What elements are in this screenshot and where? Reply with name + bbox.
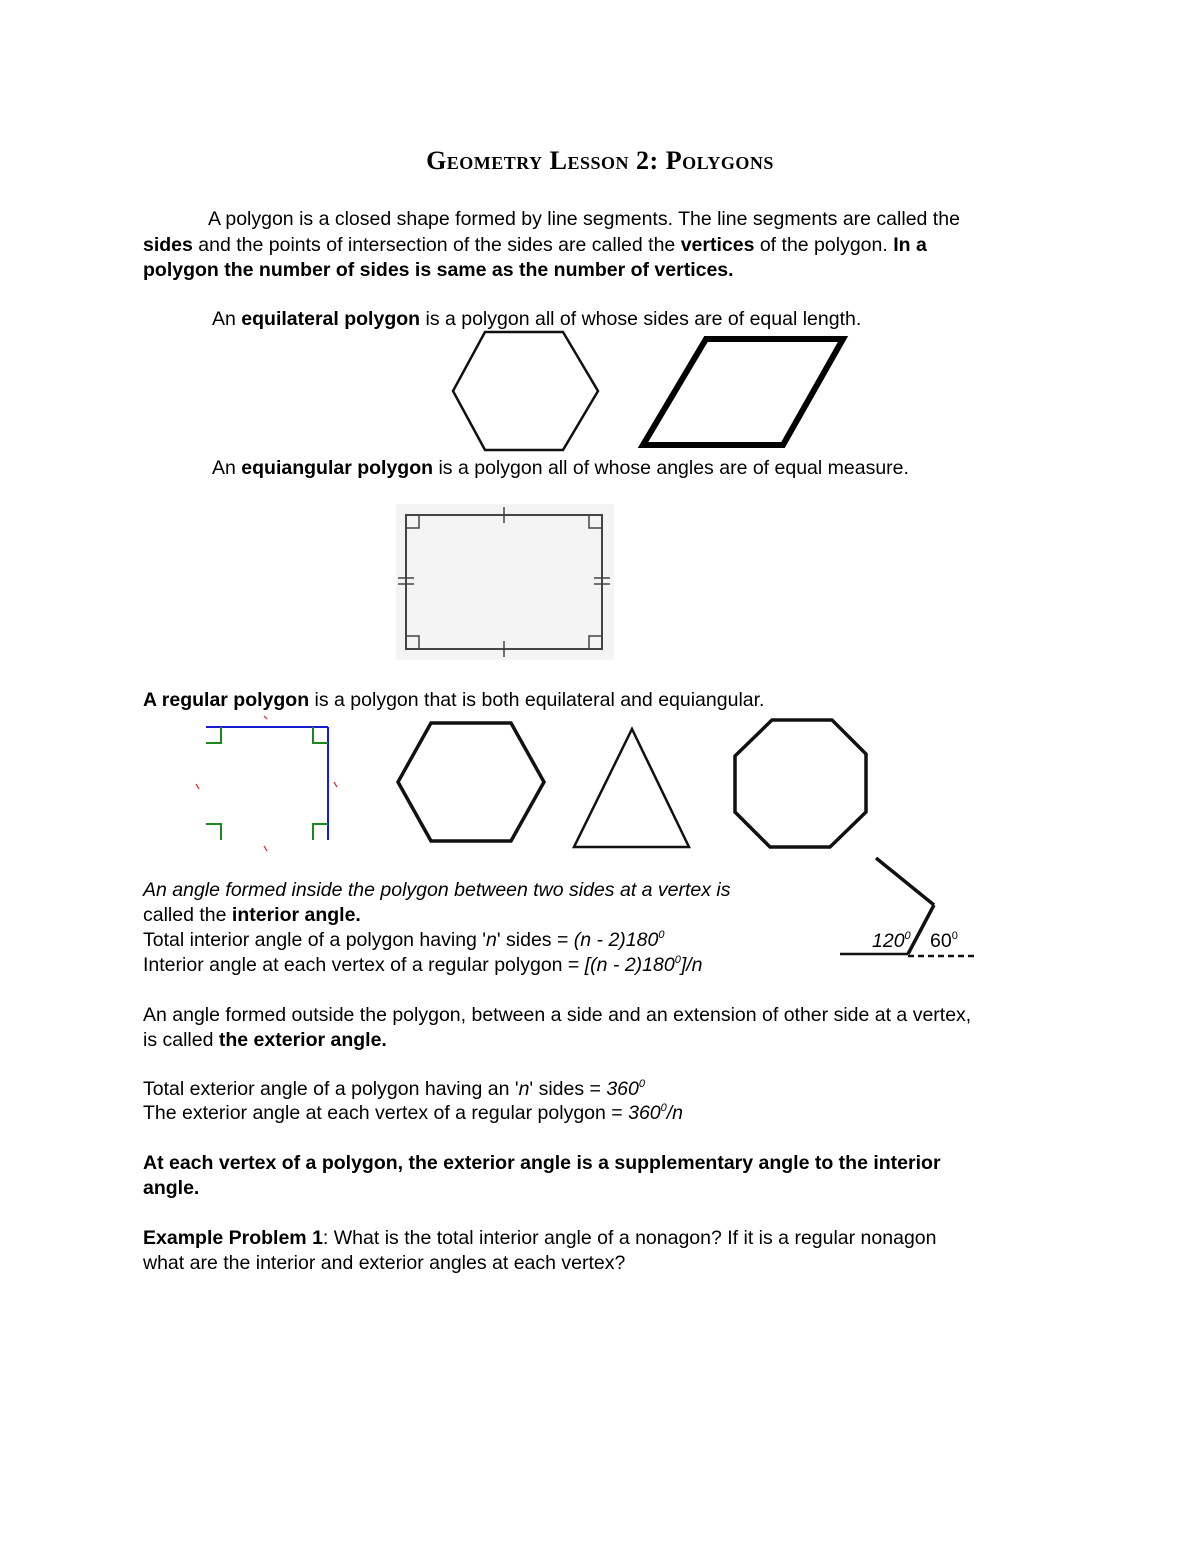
equiangular-definition: An equiangular polygon is a polygon all of whose angles are of equal measure. bbox=[212, 457, 909, 479]
exterior-angle-label: $60^0$ bbox=[930, 930, 958, 952]
supplementary-line-2: angle. bbox=[143, 1177, 200, 1199]
interior-line-3: Total interior angle of a polygon having 'n' sides = $(n - 2)180^0$ bbox=[143, 929, 665, 951]
interior-line-4: Interior angle at each vertex of a regular polygon = $[(n - 2)180^0]/n$ bbox=[143, 954, 703, 976]
interior-angle-label: $120^0$ bbox=[872, 930, 911, 952]
equilateral-hexagon-figure bbox=[450, 330, 602, 454]
regular-hexagon bbox=[398, 723, 544, 841]
angle-upper-side bbox=[876, 858, 934, 905]
example-problem-line-2: what are the interior and exterior angles at each vertex? bbox=[143, 1252, 626, 1274]
equilateral-definition: An equilateral polygon is a polygon all of whose sides are of equal length. bbox=[212, 308, 862, 330]
regular-hexagon-figure bbox=[394, 719, 548, 845]
regular-octagon bbox=[735, 720, 866, 847]
page-title: Geometry Lesson 2: Polygons bbox=[426, 146, 774, 175]
intro-line-2: sides and the points of intersection of the sides are called the vertices of the polygon. In a bbox=[143, 234, 927, 256]
regular-definition: A regular polygon is a polygon that is both equilateral and equiangular. bbox=[143, 689, 765, 711]
regular-triangle bbox=[574, 729, 689, 847]
regular-triangle-figure bbox=[570, 724, 694, 852]
regular-octagon-figure bbox=[730, 716, 872, 852]
equiangular-rectangle-figure bbox=[396, 504, 614, 660]
equilateral-rhombus bbox=[643, 339, 843, 445]
square-side-labels bbox=[196, 716, 337, 851]
square-corner-marks bbox=[206, 727, 328, 840]
rhombus-figure bbox=[636, 334, 848, 450]
exterior-line-2: is called the exterior angle. bbox=[143, 1029, 387, 1051]
intro-line-3: polygon the number of sides is same as the number of vertices. bbox=[143, 259, 734, 281]
interior-line-1: An angle formed inside the polygon between two sides at a vertex is bbox=[143, 879, 731, 901]
supplementary-line-1: At each vertex of a polygon, the exterior angle is a supplementary angle to the interior bbox=[143, 1152, 941, 1174]
interior-line-2: called the interior angle. bbox=[143, 904, 361, 926]
equilateral-hexagon bbox=[453, 332, 598, 450]
intro-line-1: A polygon is a closed shape formed by line segments. The line segments are called the bbox=[208, 208, 960, 230]
regular-square-figure bbox=[190, 710, 340, 860]
rectangle-background bbox=[396, 504, 614, 660]
exterior-line-3: Total exterior angle of a polygon having an 'n' sides = $360^0$ bbox=[143, 1078, 645, 1100]
example-problem-line-1: Example Problem 1: What is the total interior angle of a nonagon? If it is a regular nonagon bbox=[143, 1227, 937, 1249]
angle-figure bbox=[836, 855, 986, 965]
exterior-line-4: The exterior angle at each vertex of a regular polygon = $360^0/n$ bbox=[143, 1102, 684, 1124]
exterior-line-1: An angle formed outside the polygon, between a side and an extension of other side at a vertex, bbox=[143, 1004, 972, 1026]
